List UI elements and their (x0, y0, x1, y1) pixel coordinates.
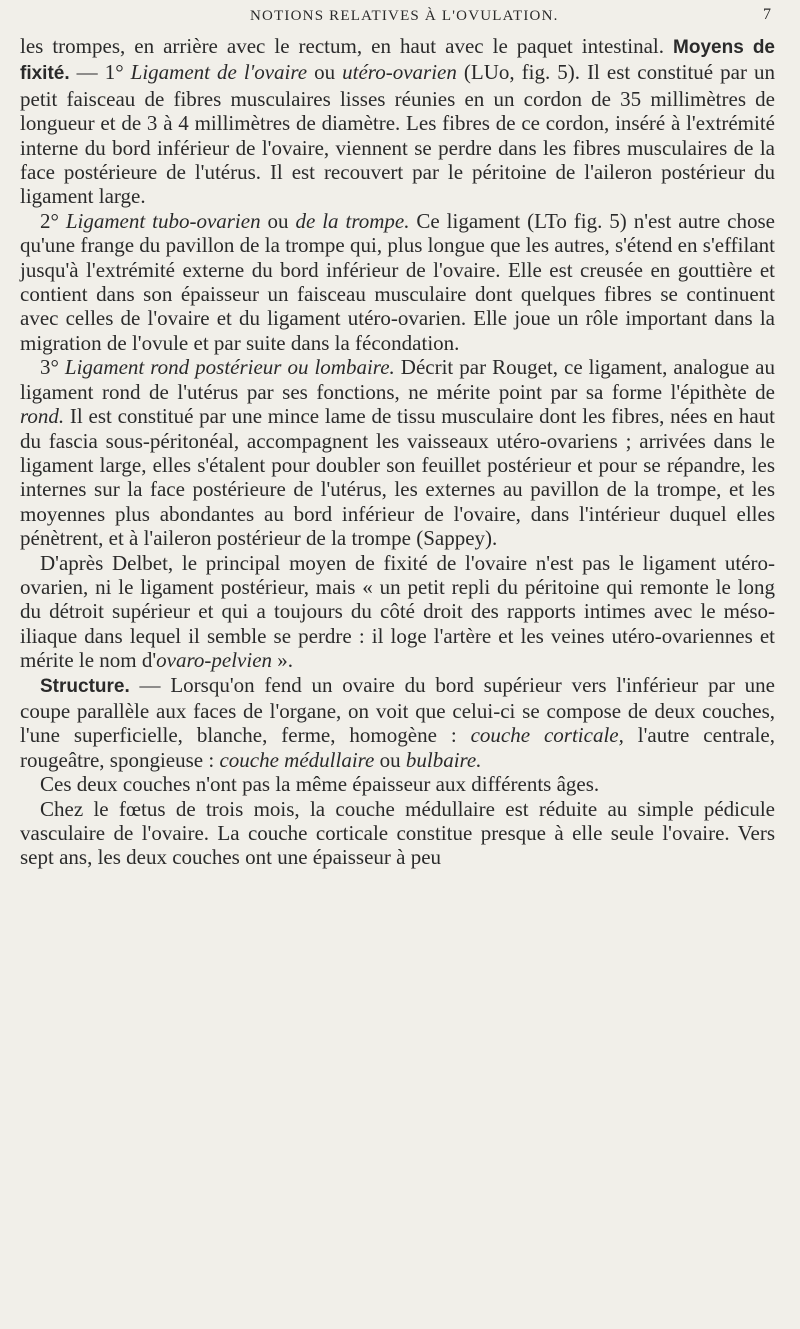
text-run: l'autre centrale, rougeâtre, spongieuse : (20, 723, 775, 772)
paragraph (20, 209, 775, 355)
paragraph (20, 355, 775, 550)
text-run: ». (272, 648, 294, 673)
italic-term: bulbaire. (405, 747, 482, 772)
italic-term: Ligament rond postérieur ou lombaire. (64, 355, 395, 380)
page-header (0, 6, 800, 30)
paragraph (20, 772, 775, 796)
text-run: — Lorsqu'on fend un ovaire du bord supérieur vers l'inférieur par une coupe parallèle aux faces de l'organe, on voit que celui-ci se compose de deux couches, l'une superficielle, blanche, ferme, homogène : (20, 672, 775, 748)
italic-term: couche médullaire (219, 747, 375, 772)
text-run: les trompes, en arrière avec le rectum, en haut avec le paquet intestinal. (20, 34, 674, 58)
text-run: (LUo, fig. 5). Il est constitué par un petit faisceau de fibres musculaires lisses réunies en un cordon de 35 millimètres de longueur et de 3 à 4 millimètres de diamètre. Les fibres de ce cordon, inséré à l'extrémité interne du bord inférieur de l'ovaire, viennent se perdre dans les fibres musculaires de la face postérieure de l'utérus. Il est recouvert par le péritoine de l'aileron postérieur du ligament large. (20, 60, 776, 209)
italic-term: Ligament de l'ovaire (130, 60, 308, 85)
text-run: D'après Delbet, le principal moyen de fixité de l'ovaire n'est pas le ligament utéro-ovarien, ni le ligament postérieur, mais « un petit repli du péritoine qui remonte le long du détroit supérieur et qui a toujours du côté droit des rapports intimes avec le méso-iliaque dans lequel il semble se perdre : il loge l'artère et les veines utéro-ovariennes et mérite le nom d' (20, 550, 775, 673)
text-run: 3° (40, 355, 65, 380)
paragraph (20, 673, 775, 773)
italic-term: ovaro-pelvien (156, 648, 273, 673)
text-run: ou (374, 747, 406, 772)
section-heading: Moyens de fixité. (20, 37, 775, 85)
italic-term: de la trompe. (295, 208, 410, 233)
italic-term: rond. (20, 404, 65, 429)
text-run: — 1° (69, 60, 131, 85)
text-run: Chez le fœtus de trois mois, la couche médullaire est réduite au simple pédicule vasculaire de l'ovaire. La couche corticale constitue presque à elle seule l'ovaire. Vers sept ans, les deux couches ont une épaisseur à peu (20, 796, 775, 870)
text-run: Ce ligament (LTo fig. 5) n'est autre chose qu'une frange du pavillon de la trompe qui, plus longue que les autres, s'étend en s'effilant jusqu'à l'extrémité externe du bord inférieur de l'ovaire. Elle est creusée en gouttière et contient dans son épaisseur un faisceau musculaire dont quelques fibres se continuent avec celles de l'ovaire et du ligament utéro-ovarien. Elle joue un rôle important dans la migration de l'ovule et par suite dans la fécondation. (20, 208, 775, 355)
italic-term: couche corticale, (470, 723, 624, 748)
text-run: 2° (40, 208, 66, 233)
paragraph (20, 797, 775, 870)
paragraph (20, 34, 775, 209)
text-run: Décrit par Rouget, ce ligament, analogue au ligament rond de l'utérus par ses fonctions, ne mérite point par sa forme l'épithète de (20, 355, 775, 404)
text-run: Ces deux couches n'ont pas la même épaisseur aux différents âges. (40, 772, 600, 797)
section-heading: Structure. (40, 675, 130, 697)
paragraph (20, 551, 775, 673)
running-title: NOTIONS RELATIVES À L'OVULATION. (250, 8, 559, 24)
text-run: ou (260, 208, 296, 233)
italic-term: Ligament tubo-ovarien (65, 208, 261, 233)
page-number: 7 (763, 6, 771, 23)
text-run: Il est constitué par une mince lame de tissu musculaire dont les fibres, nées en haut du fascia sous-péritonéal, accompagnent les vaisseaux utéro-ovariens ; arrivées dans le ligament large, elles s'étalent pour doubler son feuillet postérieur et pour se répandre, les internes sur la face postérieure de l'utérus, les externes au pavillon de la trompe, et les moyennes plus abondantes au bord inférieur de l'ovaire, dans l'intérieur duquel elles pénètrent, et à l'aileron postérieur de la trompe (Sappey). (20, 404, 775, 551)
italic-term: utéro-ovarien (342, 60, 457, 85)
body-text (20, 34, 775, 870)
text-run: ou (307, 60, 343, 85)
